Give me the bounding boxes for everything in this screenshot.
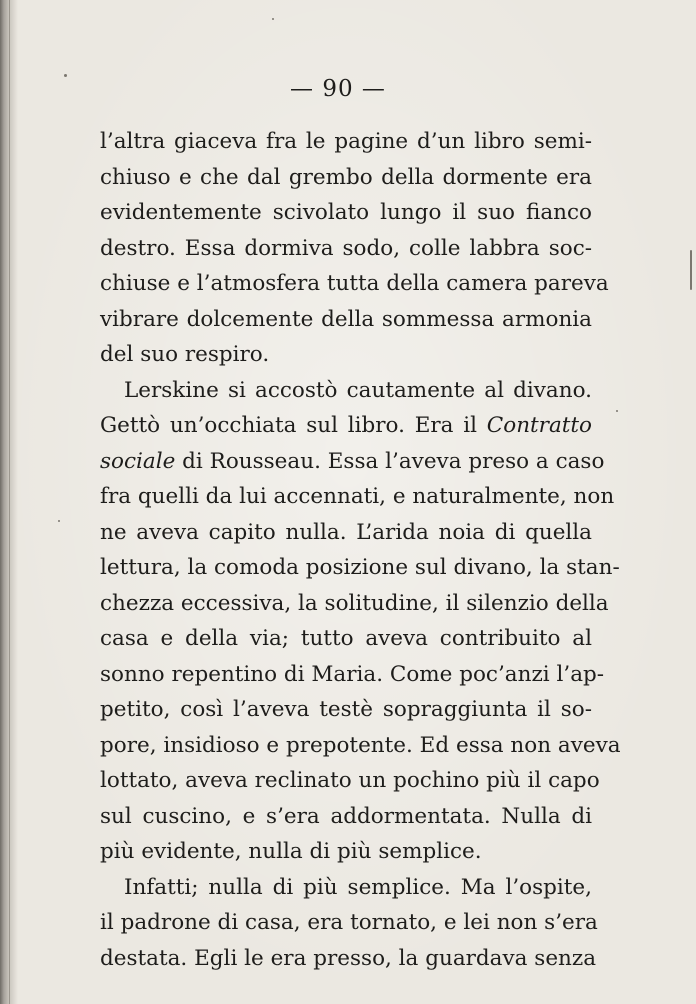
text-line: lottato, aveva reclinato un pochino più il capo: [100, 768, 600, 793]
text-line-with-title: [100, 408, 592, 444]
text-line: Infatti; nulla di più semplice. Ma l’ospite,: [124, 874, 592, 900]
text-line: ne aveva capito nulla. L’arida noia di quella: [100, 519, 592, 545]
book-title-italic: sociale: [100, 448, 176, 474]
text-line: fra quelli da lui accennati, e naturalmente, non: [100, 484, 615, 509]
scan-speck: [64, 74, 67, 77]
text-fragment: di Rousseau. Essa l’aveva preso a caso: [175, 448, 605, 474]
page-edge-line: [9, 0, 10, 1004]
text-line-with-title: [100, 444, 605, 480]
text-fragment: Gettò un’occhiata sul libro. Era il: [100, 413, 487, 438]
text-line: lettura, la comoda posizione sul divano, la stan-: [100, 555, 620, 580]
scan-speck: [272, 18, 274, 20]
text-line: chiuso e che dal grembo della dormente era: [100, 164, 592, 190]
book-title-italic: Contratto: [486, 413, 592, 438]
text-line: il padrone di casa, era tornato, e lei non s’era: [100, 910, 598, 935]
page-number: — 90 —: [290, 76, 386, 102]
text-line: casa e della via; tutto aveva contribuito al: [100, 626, 592, 651]
text-line: evidentemente scivolato lungo il suo fianco: [100, 200, 592, 225]
text-line: pore, insidioso e prepotente. Ed essa non aveva: [100, 732, 621, 758]
text-line: più evidente, nulla di più semplice.: [100, 839, 482, 864]
text-line: sonno repentino di Maria. Come poc’anzi l’ap-: [100, 661, 605, 687]
text-line: vibrare dolcemente della sommessa armonia: [100, 306, 592, 332]
scan-speck: [58, 520, 60, 522]
text-line: sul cuscino, e s’era addormentata. Nulla di: [100, 803, 592, 829]
text-line: l’altra giaceva fra le pagine d’un libro semi-: [100, 129, 592, 154]
text-line: destro. Essa dormiva sodo, colle labbra soc-: [100, 235, 592, 261]
text-line: Lerskine si accostò cautamente al divano.: [124, 377, 592, 403]
scan-speck: [616, 410, 618, 412]
text-line: destata. Egli le era presso, la guardava senza: [100, 945, 597, 971]
text-line: chezza eccessiva, la solitudine, il silenzio della: [100, 590, 609, 616]
text-line: del suo respiro.: [100, 342, 270, 367]
scan-mark: [690, 250, 692, 290]
text-line: petito, così l’aveva testè sopraggiunta il so-: [100, 697, 592, 722]
text-line: chiuse e l’atmosfera tutta della camera pareva: [100, 271, 609, 296]
body-text: [100, 124, 621, 976]
